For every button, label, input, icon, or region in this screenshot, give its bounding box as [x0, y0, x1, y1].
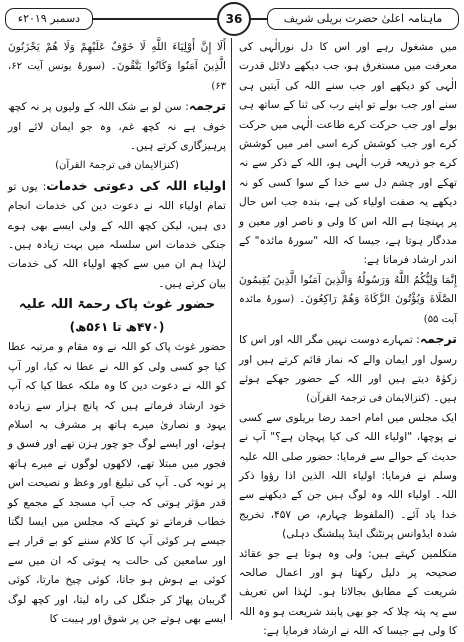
right-quote-reference: (سورۂ مائدہ آیت ۵۵) — [239, 294, 457, 325]
right-translation — [239, 329, 457, 409]
right-translation-label: ترجمہ — [419, 331, 457, 347]
left-quran-quote — [8, 38, 226, 96]
left-translation-cite: (کنزالایمان فی ترجمۃ القرآن) — [55, 160, 179, 172]
column-divider — [231, 38, 232, 620]
left-translation-label: ترجمہ — [188, 98, 226, 114]
right-paragraph-1: میں مشغول رہے اور اس کا دل نورالٰہی کی معرفت میں مستغرق ہو، جب دیکھے دلائل قدرت الٰہی کو دیکھے اور جب سنے اللہ کی آیتیں ہی سنے اور جب بولے تو اپنے رب کی ثنا کے ساتھ ہی بولے اور جب حرکت کرے طاعت الٰہی میں حرکت کرے اور جب کوشش کرے اسی امر میں کوشش کرے جو ذریعہ قرب الٰہی ہو، اللہ کے ذکر سے نہ تھکے اور چشم دل سے خدا کے سوا کسی کو نہ دیکھے یہ صفت اولیاء کی ہے، بندہ جب اس حال پر پہنچتا ہے اللہ اس کا ولی و ناصر اور معین و مددگار ہوتا ہے، جیسا کہ اللہ "سورۂ مائدہ" کے اندر ارشاد فرماتا ہے: — [239, 41, 457, 267]
right-quote-text: إِنَّمَا وَلِيُّكُمُ اللَّهُ وَرَسُولُهُ وَالَّذِينَ آمَنُوا الَّذِينَ يُقِيمُونَ الصَّلَاةَ وَيُؤْتُونَ الزَّكَاةَ وَهُمْ رَاكِعُونَ۔ — [239, 273, 458, 306]
left-quote-reference: (سورۂ یونس آیت ۶۲، ۶۳) — [8, 61, 226, 92]
dawah-section — [8, 176, 226, 294]
right-column — [239, 38, 458, 638]
header-rule-right — [249, 18, 269, 20]
right-translation-text: : تمہارے دوست نہیں مگر اللہ اور اس کا رسول اور ایمان والے کہ نماز قائم کرتے ہیں اور زکوٰۃ دیتے ہیں اور اللہ کے حضور جھکے ہوئے ہیں۔ — [239, 334, 457, 405]
header-rule-left — [93, 18, 217, 20]
ghaus-pak-paragraph: حضور غوث پاک کو اللہ نے وہ مقام و مرتبہ عطا کیا جو کسی ولی کو اللہ نے عطا نہ کیا، اور آپ کو اللہ نے دعوت دین کا وہ ملکہ عطا کیا کہ آپ خود ارشاد فرماتے ہیں کہ پانچ ہزار سے زیادہ یہود و نصاریٰ میرے ہاتھ پر مشرف بہ اسلام ہوئے، اور ایسے لوگ جو چور ہزن تھے اور فسق و فجور میں مبتلا تھے، لاکھوں لوگوں نے میرے ہاتھ پر توبہ کی۔ آپ کی تبلیغ اور وعظ و نصیحت اس قدر مؤثر ہوتی کہ جب آپ مسجد کے مجمع کو خطاب فرماتے تو کہتے کہ مجلس میں ایسا لگتا جیسے ہر کوئی آپ کا کلام سننے کو بے قرار ہے اور سامعین کی حالت یہ ہوتی کہ ان میں سے کوئی بے ہوش ہو جاتا، کوئی چیخ مارتا، کوئی گریبان پھاڑ کر جنگل کی راہ لیتا، اور کچھ لوگ ایسے بھی ہوتے جن پر شوق اور ہیبت کا — [8, 341, 226, 625]
issue-date: دسمبر ۲۰۱۹ء — [5, 8, 93, 30]
magazine-title: ماہنامہ اعلیٰ حضرت بریلی شریف — [267, 8, 459, 30]
right-paragraph-3: متکلمین کہتے ہیں: ولی وہ ہوتا ہے جو عقائد صحیحہ پر دلیل رکھتا ہو اور اعمال صالحہ شریعت کے مطابق بجالاتا ہو۔ لہٰذا اس تعریف سے یہ پتہ چلا کہ جو بھی پابند شریعت ہو وہ اللہ کا ولی ہے جیسا کہ اللہ نے ارشاد فرمایا ہے: — [239, 547, 457, 638]
ghaus-pak-dates: (۴۷۰ھ تا ۵۶۱ھ) — [69, 320, 165, 335]
left-translation — [8, 96, 226, 156]
left-quote-text: أَلَا إِنَّ أَوْلِيَاءَ اللَّهِ لَا خَوْفٌ عَلَيْهِمْ وَلَا هُمْ يَحْزَنُونَ الَّذِينَ آمَنُوا وَكَانُوا يَتَّقُونَ۔ — [8, 41, 226, 73]
dawah-paragraph: : یوں تو تمام اولیاء اللہ نے دعوت دین کی خدمات انجام دی ہیں، لیکن کچھ اللہ کے ولی ایسے بھی ہوے جنکی خدمات اس سلسلہ میں بہت زیادہ ہیں۔ لہٰذا ہم ان میں سے کچھ اولیاء اللہ کی خدمات بیان کرتے ہیں۔ — [8, 180, 226, 290]
ghaus-pak-heading: حضور غوث پاک رحمۃ اللہ علیہ — [18, 297, 216, 313]
right-paragraph-2: ایک مجلس میں امام احمد رضا بریلوی سے کسی نے پوچھا، "اولیاء اللہ کی کیا پہچان ہے؟" آپ نے حدیث کے حوالے سے فرمایا: حضور صلی اللہ علیہ وسلم نے فرمایا: اولیاء اللہ الذین اذا رؤوا ذکر اللہ۔ اولیاء اللہ وہ لوگ ہیں جن کے دیکھنے سے خدا یاد آئے۔ (الملفوظ چہارم، ص ۴۵۷، تخریج شدہ ایڈوانس پرنٹنگ اینڈ پبلشنگ دہلی) — [239, 411, 457, 541]
page-header — [5, 2, 459, 34]
right-quran-quote — [239, 271, 457, 329]
right-translation-cite: (کنزالایمان فی ترجمۃ القرآن) — [306, 393, 430, 405]
left-column — [8, 38, 226, 625]
left-translation-text: : سن لو بے شک اللہ کے ولیوں پر نہ کچھ خوف ہے نہ کچھ غم، وہ جو ایمان لائے اور پرہیزگاری کرتے ہیں۔ — [8, 101, 226, 153]
page-number: 36 — [217, 2, 251, 36]
dawah-heading: اولیاء اللہ کی دعوتی خدمات — [46, 177, 226, 193]
